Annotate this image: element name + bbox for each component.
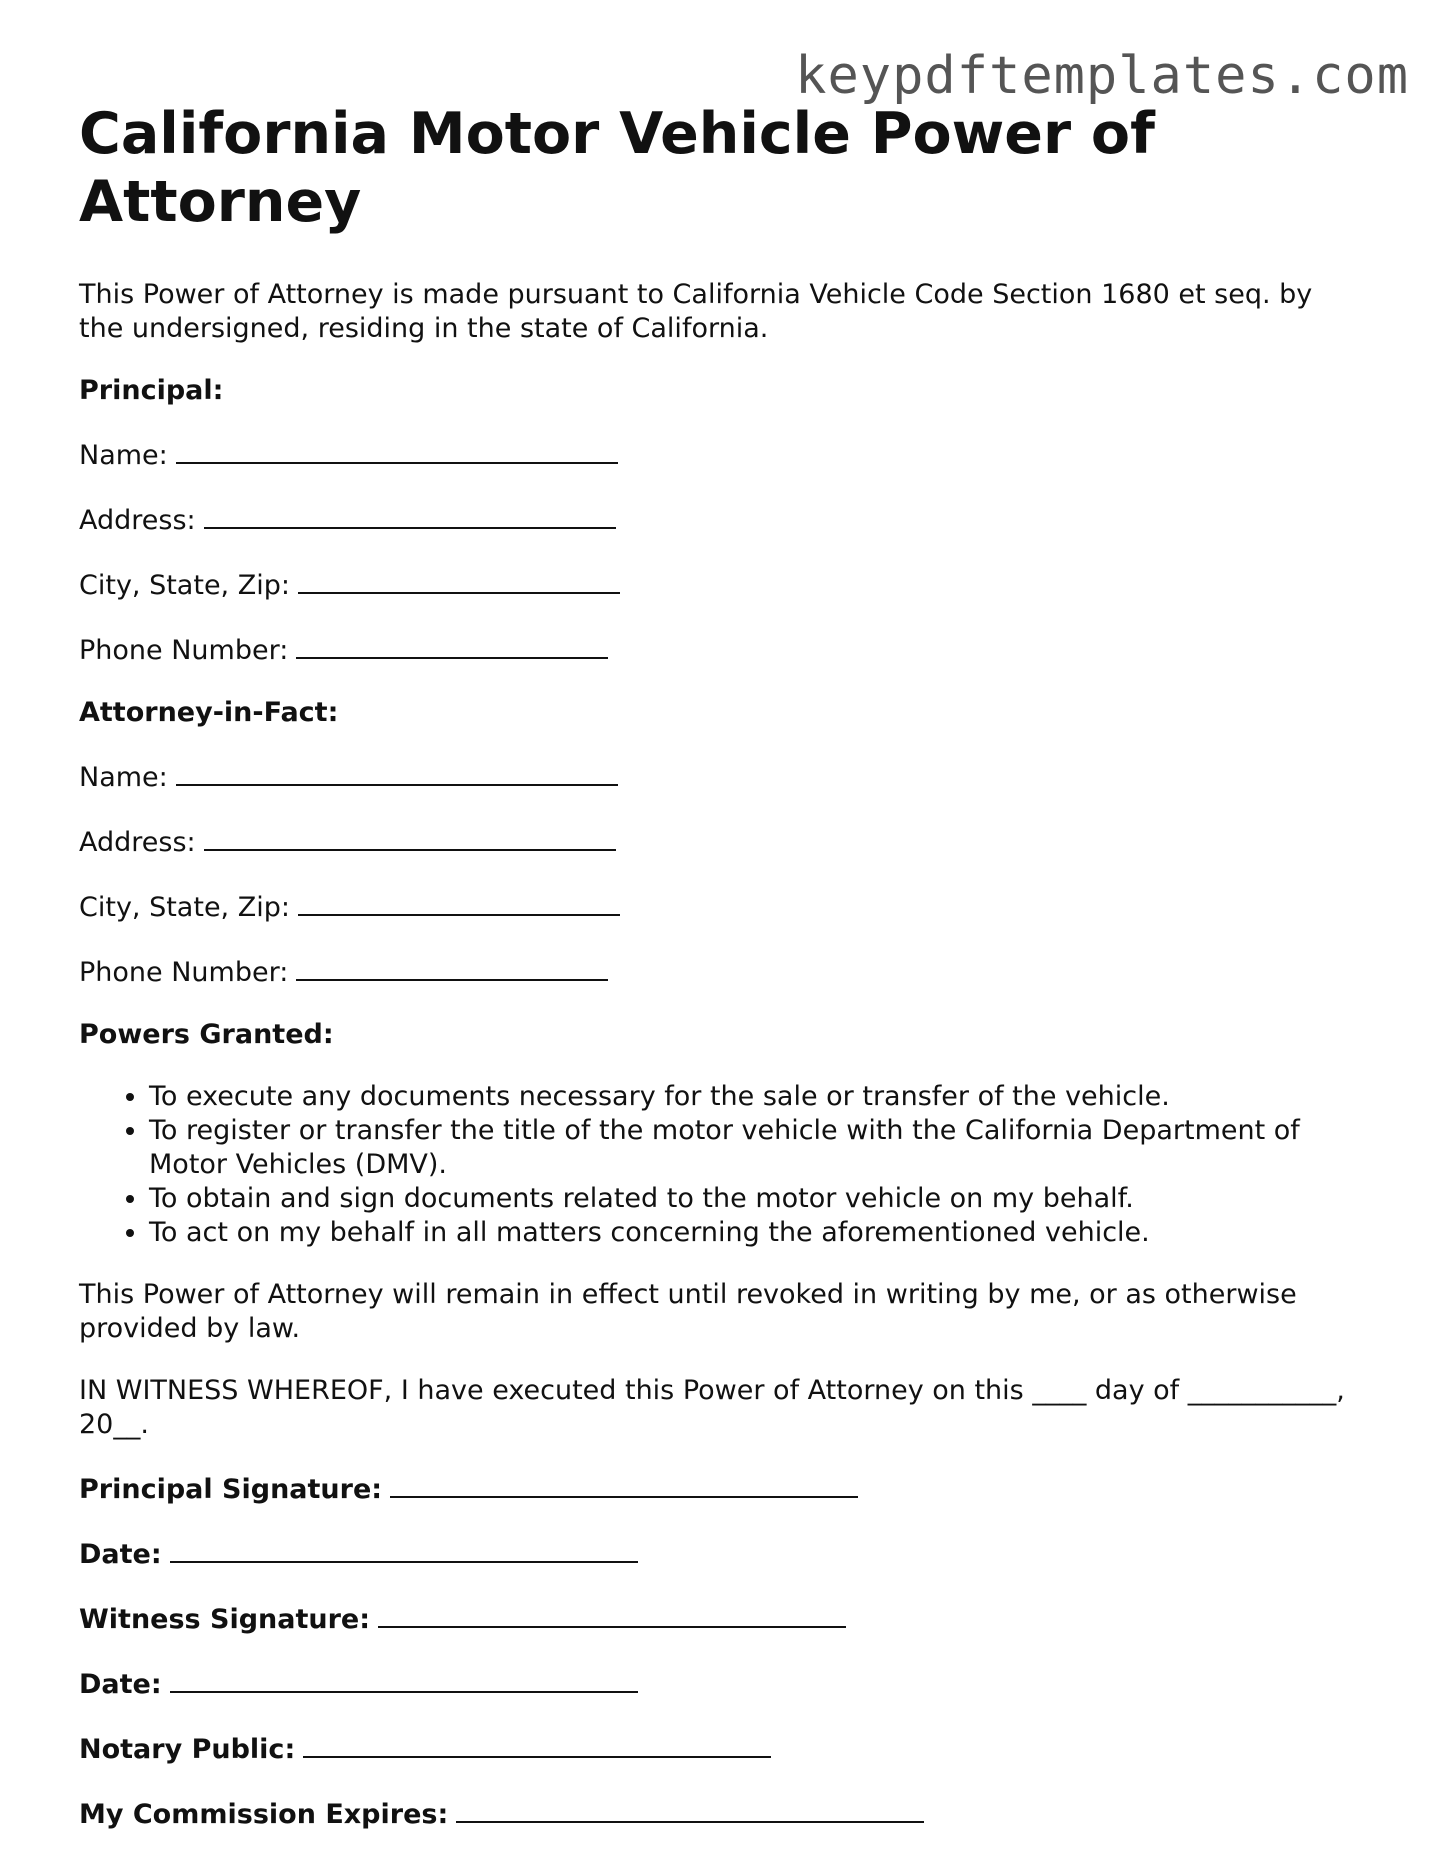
- attorney-city-field[interactable]: [79, 888, 1379, 925]
- principal-phone-line[interactable]: [296, 631, 608, 659]
- attorney-city-label: City, State, Zip:: [79, 892, 290, 923]
- attorney-name-label: Name:: [79, 762, 168, 793]
- principal-signature-label: Principal Signature:: [79, 1474, 383, 1505]
- duration-paragraph: This Power of Attorney will remain in effect until revoked in writing by me, or as otherwise provided by law.: [79, 1279, 1297, 1344]
- principal-signature-field[interactable]: [79, 1470, 1379, 1507]
- notary-field[interactable]: [79, 1730, 1379, 1767]
- date-line-1[interactable]: [170, 1535, 638, 1563]
- attorney-heading: Attorney-in-Fact:: [79, 697, 339, 728]
- watermark: keypdftemplates.com: [795, 46, 1409, 106]
- principal-name-label: Name:: [79, 440, 168, 471]
- principal-address-label: Address:: [79, 505, 196, 536]
- powers-heading: Powers Granted:: [79, 1019, 334, 1050]
- commission-field[interactable]: [79, 1795, 1379, 1832]
- date-field-2[interactable]: [79, 1665, 1379, 1702]
- attorney-phone-field[interactable]: [79, 953, 1379, 990]
- attorney-address-field[interactable]: [79, 823, 1379, 860]
- witness-signature-field[interactable]: [79, 1600, 1379, 1637]
- principal-city-label: City, State, Zip:: [79, 570, 290, 601]
- attorney-address-line[interactable]: [204, 823, 616, 851]
- witness-clause: IN WITNESS WHEREOF, I have executed this Power of Attorney on this ____ day of ___________, 20__.: [79, 1375, 1345, 1440]
- date-label-1: Date:: [79, 1539, 162, 1570]
- attorney-address-label: Address:: [79, 827, 196, 858]
- power-item: • To execute any documents necessary for the sale or transfer of the vehicle.: [149, 1080, 1379, 1114]
- commission-line[interactable]: [456, 1795, 924, 1823]
- attorney-city-line[interactable]: [298, 888, 620, 916]
- powers-list: [79, 1080, 1379, 1250]
- power-item: • To act on my behalf in all matters concerning the aforementioned vehicle.: [149, 1216, 1379, 1250]
- principal-city-field[interactable]: [79, 566, 1379, 603]
- principal-address-line[interactable]: [204, 501, 616, 529]
- power-item: • To obtain and sign documents related to the motor vehicle on my behalf.: [149, 1182, 1379, 1216]
- witness-signature-line[interactable]: [378, 1600, 846, 1628]
- principal-phone-label: Phone Number:: [79, 635, 289, 666]
- page-title: California Motor Vehicle Power of Attorney: [79, 101, 1155, 235]
- principal-city-line[interactable]: [298, 566, 620, 594]
- principal-address-field[interactable]: [79, 501, 1379, 538]
- date-field-1[interactable]: [79, 1535, 1379, 1572]
- date-line-2[interactable]: [170, 1665, 638, 1693]
- document-page: [79, 100, 1379, 1832]
- commission-label: My Commission Expires:: [79, 1799, 449, 1830]
- principal-phone-field[interactable]: [79, 631, 1379, 668]
- notary-label: Notary Public:: [79, 1734, 296, 1765]
- attorney-phone-line[interactable]: [296, 953, 608, 981]
- principal-heading: Principal:: [79, 375, 224, 406]
- power-item: • To register or transfer the title of the motor vehicle with the California Department of Motor Vehicles (DMV).: [149, 1114, 1379, 1182]
- attorney-name-line[interactable]: [176, 758, 618, 786]
- date-label-2: Date:: [79, 1669, 162, 1700]
- witness-signature-label: Witness Signature:: [79, 1604, 371, 1635]
- attorney-phone-label: Phone Number:: [79, 957, 289, 988]
- principal-name-line[interactable]: [176, 436, 618, 464]
- principal-signature-line[interactable]: [390, 1470, 858, 1498]
- notary-line[interactable]: [303, 1730, 771, 1758]
- intro-paragraph: This Power of Attorney is made pursuant to California Vehicle Code Section 1680 et seq. by the undersigned, residing in the state of California.: [79, 279, 1313, 344]
- attorney-name-field[interactable]: [79, 758, 1379, 795]
- principal-name-field[interactable]: [79, 436, 1379, 473]
